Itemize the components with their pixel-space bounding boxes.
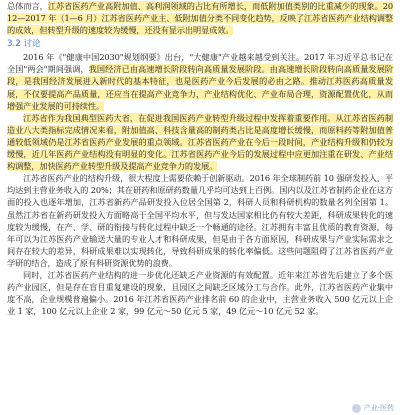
section-heading: 3.2 讨论 [7,39,41,50]
page-watermark [352,403,394,413]
paragraph-4-text: 同时，江苏省医药产业结构的进一步优化还缺乏产业资源的有效配置。近年来江苏省先后建立了多个医药产业园区，但是存在盲目重复建设的现象，且园区之间缺乏区域分工与合作。此外，江苏省医药产业集中度不高，企业规模普遍偏小。2016 年江苏省医药产业排名前 60 的企业中，主营业务收入 500 亿元以上企业 1 家，100 亿元以上企业 2 家，99 亿元～50 亿元 5 家，49 亿元～10 亿元 52 家。 [7,269,393,317]
intro-text-highlight: 江苏省医药产业高附加值、高利润领域的占比有所增长，而低附加值类别的比重减少的现象。2012—2017 年（1—6 月）江苏省医药产业主、低附加值分类不同变化趋势，反映了江苏省医药产业结构调整的成效，但转型升级的速度较为缓慢，还没有显示出明显成效。 [7,1,393,36]
document-page [7,0,393,317]
paragraph-1-text: 2016 年《"健康中国2030"规划纲要》出台，"大健康"产业越来越受到关注。2017 年习近平总书记在全国"两会"期间强调， [7,52,393,75]
paragraph-1 [7,51,393,111]
intro-paragraph [7,0,393,36]
paragraph-2 [7,112,393,172]
paragraph-1-highlight: 我国经济已由高速增长阶段转向高质量发展阶段。由高速增长阶段转向高质量发展阶段，是我国经济发展进入新时代的基本特征，也是医药产业今后发展的必由之路。推动江苏医药高质量发展，不仅要提高产品质量，还应当在提高产业竞争力，产业结构优化、产业布局合理，资源配置优化，从而增强产业发展的可持续性。 [7,64,393,111]
intro-text-plain: 总体而言， [7,1,48,11]
paragraph-4 [7,269,393,317]
paragraph-3 [7,172,393,269]
paragraph-2-highlight: 江苏省作为我国典型医药大省，在促进我国医药产业转型升级过程中发挥着重要作用。从江苏省医药制造业八大类指标完成情况来看，附加值高、科技含量高的制药类占比是高度增长缓慢，而原料药等附加值普通较低领域仍是江苏省医药产业发展的重点领域。江苏省医药产业在今后一段时间，产业结构升级和仍较为缓慢，近几年医药产业结构没有明显的变化。江苏省医药产业今后的发展过程中应更加注重在研发、产业结构调整，加快医药产业转型升级及提高产业竞争力的发展。 [7,112,393,172]
watermark-logo-icon [352,404,361,413]
watermark-text: 产业·医药 [363,404,394,412]
paragraph-3-text: 江苏省医药产业的结构升级，很大程度上需要依赖于创新驱动。2016 年全球制药前 10 强研发投入，平均达到主营业务收入的 20%；其在研药和原研药数量几乎均可达到上百例。国内以及江苏省制药企业在这方面的投入也逐年增加，江苏省新药产品研发投入位居全国第 2，科研人员和科研机构的数量名列全国第 1。虽然江苏省在新药研发投入方面略高于全国平均水平，但与发达国家相比仍有较大差距，科研成果转化的速度较为缓慢，在产、学、研的衔接与转化过程中缺乏一个畅通的途径。江苏拥有丰富且优质的教育资源，每年可以为江苏医药产业输送大量的专业人才和科研成果，但是由于各方面原因，科研成果与产业实际需求之间存在较大的差异，科研成果难以实现转化，导致科研成果的转化率偏低。这些问题阻碍了江苏省医药产业学研的结合，造成了原有科研资源优势的浪费。 [7,173,393,268]
